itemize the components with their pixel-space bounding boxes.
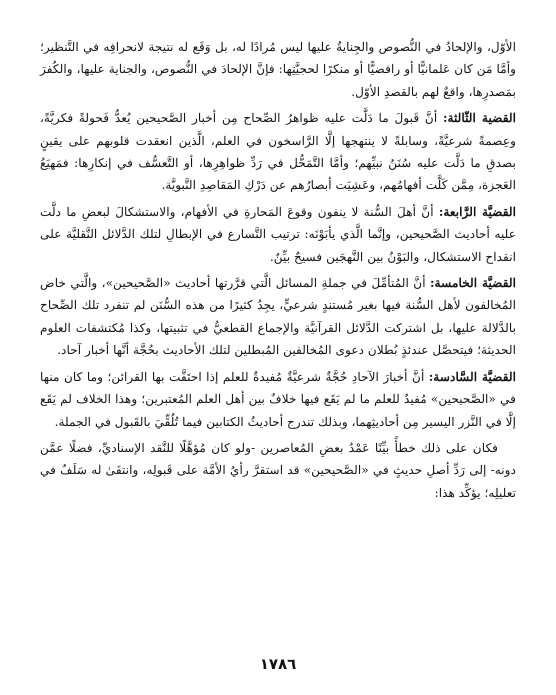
issue-heading: القضيَّة السَّادسة: [428,369,516,384]
paragraph-issue-4 [40,201,516,268]
paragraph-text: أنَّ المُتأمِّلَ في جملةِ المسائل الَّتي قرَّرتها أحاديث «الصَّحيحين»، والَّتي خاض المُخالفون لأهل السُّنة فيها بغير مُستندٍ شرعيٍّ، يجِدُ كثيرًا من هذه السُّنَن لم تنفرد تلك الصِّحاح بالدَّلالة عليها، بل اشتركت الدَّلائل القرآنيَّة والإجماع القطعيُّ في تثبيتها، وكذا مُكتشفات العلوم الحديثة؛ فيتحصَّل عندئذٍ بُطلان دعوى المُخالفين المُبطلين لتلك الأحاديث بحُجَّة أنَّها أخبار آحاد. [40,276,516,358]
paragraph-conclusion [40,437,516,504]
issue-heading: القضية الثّالثة: [442,111,517,126]
paragraph-issue-5 [40,272,516,362]
body-text [40,36,516,504]
paragraph-issue-3 [40,107,516,197]
issue-heading: القضيَّة الخامسة: [430,276,517,291]
paragraph-text: أنَّ قَبولَ ما دَلَّت عليه ظواهرُ الصِّحاح مِن أخبار الصَّحيحين يُعدُّ فَحولةً فكريَّةً، وعِصمةً شرعيَّةً، وسابلةً لا ينتهجها إلَّا الرَّاسخون في العلم، الَّذين انعقدت قلوبهم على يقينٍ بصدقِ ما دَلَّت عليه سُنَنُ نبيِّهم؛ وأمَّا التَّمَحُّل في رَدِّ ظواهِرِها، أو التَّعسُّف في إنكارِها: فمَهيَعُ العَجزة، مِمَّن كَلَّت أفهامُهم، وعَشِيَت أبصارُهم عن دَرْكِ المَقاصِدِ النَّبويَّة. [40,111,516,193]
paragraph-issue-6 [40,366,516,433]
paragraph-continuation [40,36,516,103]
paragraph-text: أنَّ أخبارَ الآحادِ حُجَّةٌ شرعيَّةٌ مُفيدةٌ للعلم إذا احتَفَّت بها القرائن؛ وما كان منها في «الصَّحيحين» مُفيدٌ للعلم ما لم يَقَع فيها خلافٌ بين أهل العلم المُعتبرين؛ وهذا الخلاف لم يَقَع إلَّا في النَّزر اليسير مِن أحاديثِهما، وبذلك تندرج أحاديثُ الكتابين فيما تُلُقِّيَ بالقَبول في الجملة. [40,369,516,429]
paragraph-text: أنَّ أهلَ السُّنة لا ينفون وقوعَ المَحارةِ في الأفهام، والاستشكالَ لبعضِ ما دلَّت عليه أحاديث الصَّحيحين، وإنَّما الَّذي يأبَوْنَه: ترتيب التَّسارع في الإبطالِ لتلك الدَّلائل النَّقليَّة على انقداح الاستشكال، والبَوْنُ بين النَّهجَين فسيحٌ بيِّنٌ. [40,204,516,264]
paragraph-text: الأوّل، والإلحادُ في النُّصوص والجِنايةُ عليها ليس مُرادًا له، بل وَقَع له نتيجة لانحرافِه في التَّنظير؛ وأمَّا مَن كان عَلمانيًّا أو رافضيًّا أو منكرًا لحجيَّتِها: فإنَّ الإلحادَ في النُّصوص، والجناية عليها، والكُفرَ بمَصدرِها، واقعٌ لهم بالقصدِ الأوّل. [40,40,516,99]
paragraph-text: فكان على ذلك خطأً بيِّنًا عَمْدُ بعضِ المُعاصرين -ولو كان مُؤهَّلًا للنَّقد الإسناديِّ، فضلًا عمَّن دونه- إلى رَدِّ أصلِ حديثٍ في «الصَّحيحين» قد استقرَّ رأيُ الأمَّة على قَبولِه، وانتفَىٰ له سَلَفٌ في تعليلِه؛ يؤكِّد هذا: [40,440,516,500]
page-number: ١٧٨٦ [259,655,297,673]
issue-heading: القضيَّة الرَّابعة: [438,204,516,219]
